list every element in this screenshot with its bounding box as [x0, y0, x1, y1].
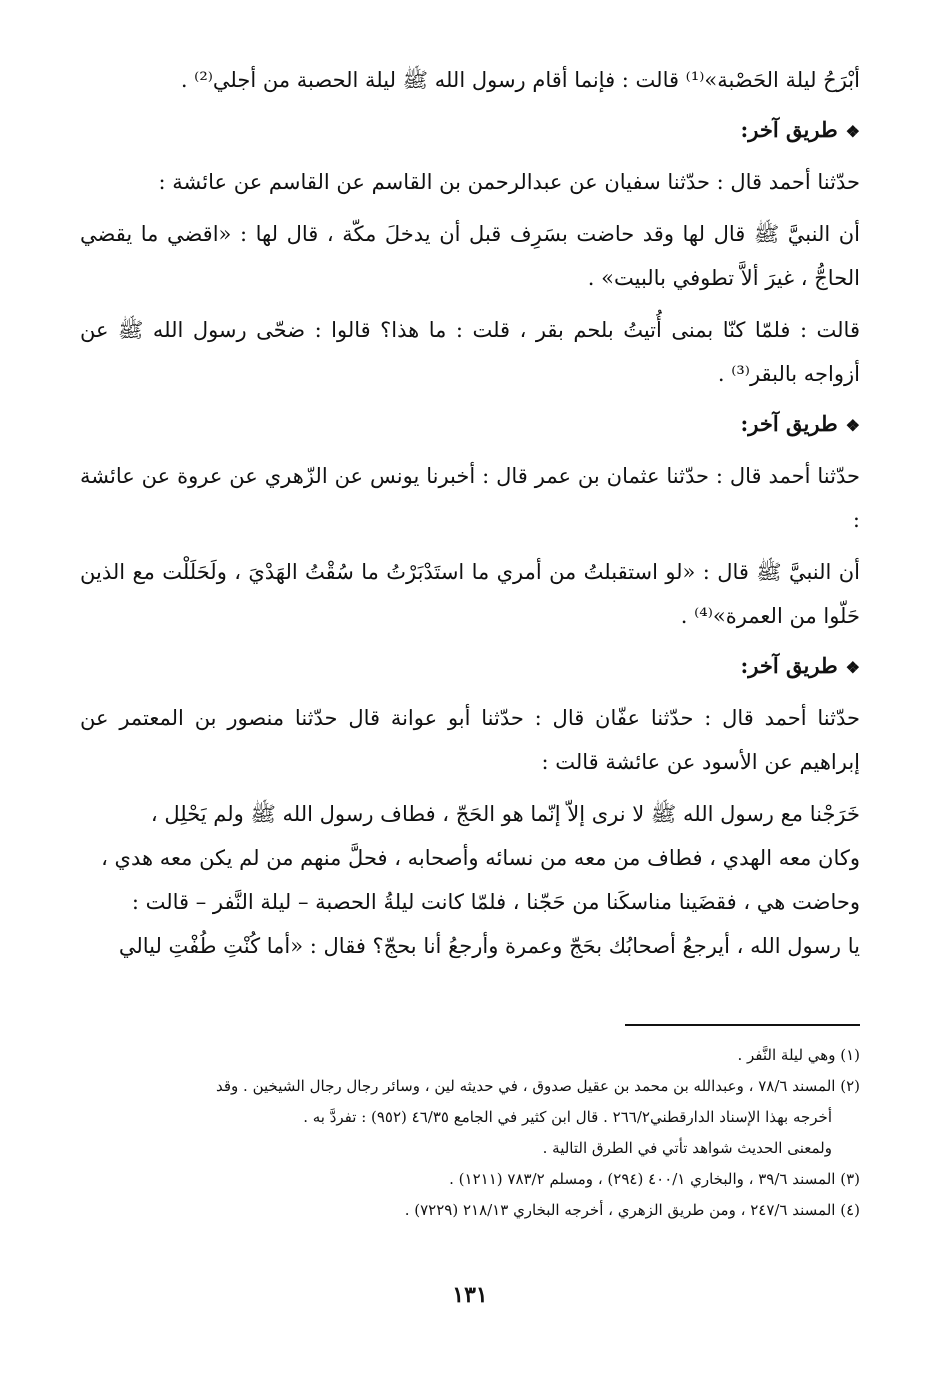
footnote-2-continuation: ولمعنى الحديث شواهد تأتي في الطرق التالية .	[542, 1139, 832, 1157]
footnote-1: (١) وهي ليلة النَّفر .	[737, 1046, 860, 1064]
text-line: وحاضت هي ، فقضَينا مناسكَنا من حَجّنا ، فلمّا كانت ليلةُ الحصبة – ليلة النَّفر – قالت :	[131, 890, 860, 914]
paragraph-2	[80, 212, 860, 300]
page-body	[80, 58, 860, 968]
paragraph-0	[80, 58, 860, 102]
paragraph-6	[80, 696, 860, 784]
text-line: حدّثنا أحمد قال : حدّثنا سفيان عن عبدالرحمن بن القاسم عن القاسم عن عائشة :	[158, 170, 860, 194]
paragraph-7	[80, 792, 860, 968]
heading-text: طريق آخر:	[740, 411, 838, 436]
footnotes	[80, 1040, 860, 1226]
diamond-bullet-icon: ❖	[845, 658, 860, 677]
heading-text: طريق آخر:	[740, 117, 838, 142]
diamond-bullet-icon: ❖	[845, 416, 860, 435]
heading-text: طريق آخر:	[740, 653, 838, 678]
text-line: خَرَجْنا مع رسول الله ﷺ لا نرى إلاّ إنّما هو الحَجّ ، فطاف رسول الله ﷺ ولم يَحْلِل ،	[150, 802, 860, 826]
paragraph-3	[80, 308, 860, 396]
paragraph-1	[80, 160, 860, 204]
section-heading	[80, 404, 860, 446]
text-line: قالت : فلمّا كنّا بمنى أُتيتُ بلحم بقر ، قلت : ما هذا؟ قالوا : ضحّى رسول الله ﷺ عن أزواجه بالبقر⁽³⁾ .	[80, 318, 860, 386]
paragraph-5	[80, 550, 860, 638]
text-line: أن النبيَّ ﷺ قال : «لو استقبلتُ من أمري ما استَدْبَرْتُ ما سُقْتُ الهَدْيَ ، ولَحَلَلْت مع الذين حَلّوا من العمرة»⁽⁴⁾ .	[80, 560, 860, 628]
text-line: حدّثنا أحمد قال : حدّثنا عثمان بن عمر قال : أخبرنا يونس عن الزّهري عن عروة عن عائشة :	[80, 464, 860, 532]
footnote-3: (٣) المسند ٣٩/٦ ، والبخاري ٤٠٠/١ (٢٩٤) ، ومسلم ٧٨٣/٢ (١٢١١) .	[449, 1170, 860, 1188]
text-line: أبْرَحُ ليلة الحَصْبة»⁽¹⁾ قالت : فإنما أقام رسول الله ﷺ ليلة الحصبة من أجلي⁽²⁾ .	[180, 68, 860, 92]
text-line: يا رسول الله ، أيرجعُ أصحابُك بحَجّ وعمرة وأرجعُ أنا بحجّ؟ فقال : «أما كُنْتِ طُفْتِ ليالي	[118, 934, 860, 958]
footnote-2-continuation: أخرجه بهذا الإسناد الدارقطني٢٦٦/٢ . قال ابن كثير في الجامع ٤٦/٣٥ (٩٥٢) : تفردَّ به .	[303, 1108, 832, 1126]
section-heading	[80, 646, 860, 688]
footnote-4: (٤) المسند ٢٤٧/٦ ، ومن طريق الزهري ، أخرجه البخاري ٢١٨/١٣ (٧٢٢٩) .	[404, 1201, 860, 1219]
text-line: حدّثنا أحمد قال : حدّثنا عفّان قال : حدّثنا أبو عوانة قال حدّثنا منصور بن المعتمر عن إبراهيم عن الأسود عن عائشة قالت :	[80, 706, 860, 774]
footnote-separator	[625, 1024, 860, 1026]
page-number: ١٣١	[452, 1282, 488, 1308]
text-line: أن النبيَّ ﷺ قال لها وقد حاضت بسَرِف قبل أن يدخلَ مكّة ، قال لها : «اقضي ما يقضي الحاجُّ ، غيرَ ألاَّ تطوفي بالبيت» .	[80, 222, 860, 290]
text-line: وكان معه الهدي ، فطاف من معه من نسائه وأصحابه ، فحلَّ منهم من لم يكن معه هدي ،	[101, 846, 860, 870]
diamond-bullet-icon: ❖	[845, 122, 860, 141]
paragraph-4	[80, 454, 860, 542]
section-heading	[80, 110, 860, 152]
footnote-2: (٢) المسند ٧٨/٦ ، وعبدالله بن محمد بن عقيل صدوق ، في حديثه لين ، وسائر رجال رجال الشيخين . وقد	[215, 1077, 860, 1095]
